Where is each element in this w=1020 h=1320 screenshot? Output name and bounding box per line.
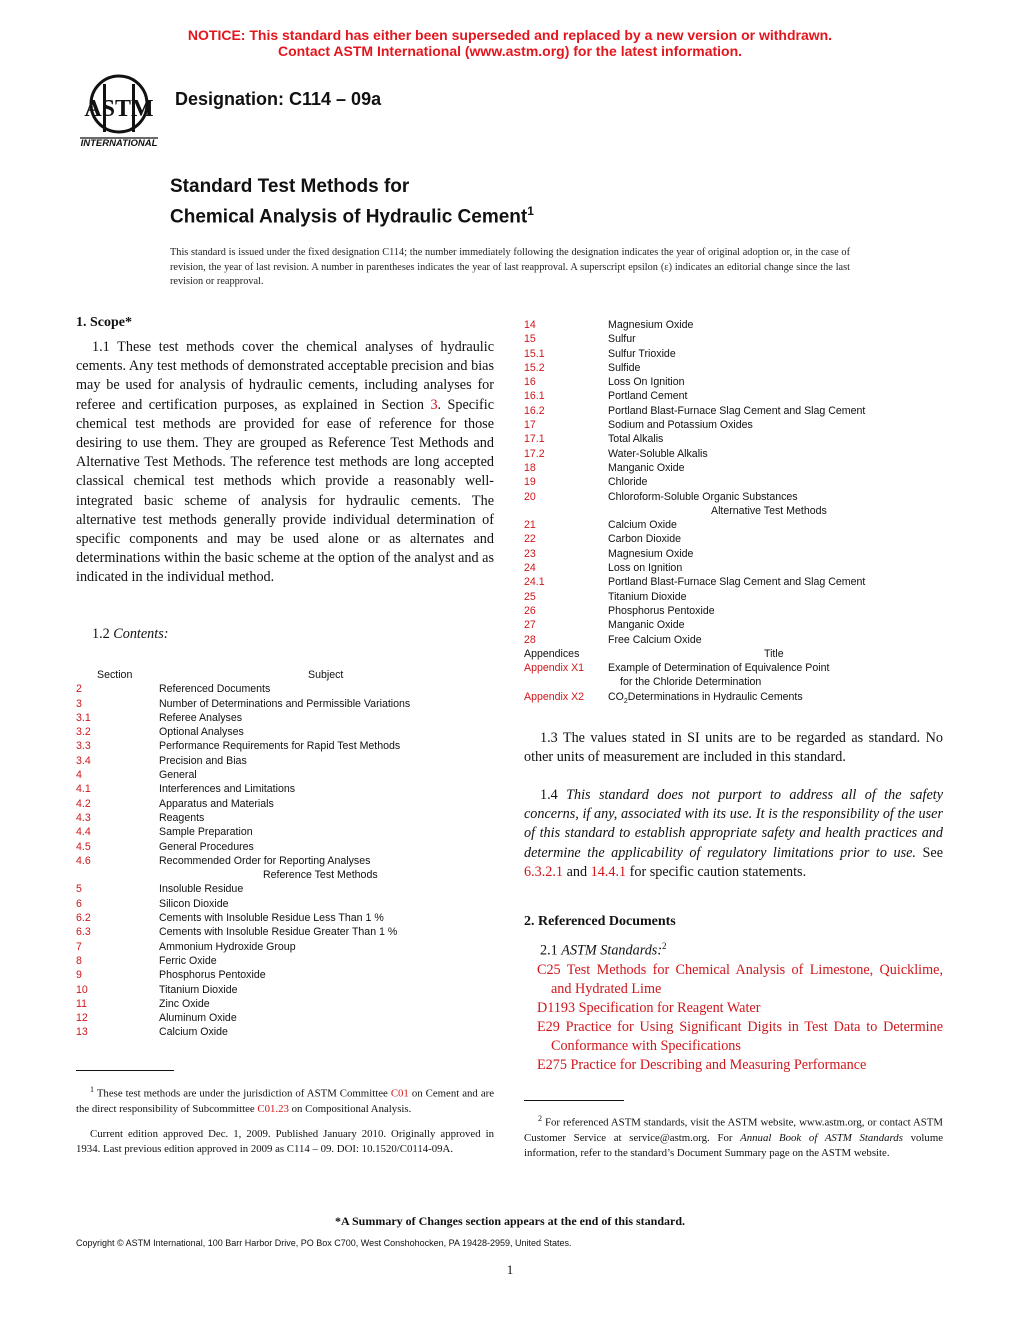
contents-row[interactable]	[524, 418, 944, 432]
contents-row[interactable]	[524, 590, 944, 604]
section-subject: Zinc Oxide	[159, 997, 210, 1010]
appendix-x1-row-2	[524, 675, 944, 689]
contents-rows-left	[76, 682, 496, 1039]
contents-row[interactable]	[524, 347, 944, 361]
section-subject: Portland Cement	[608, 390, 688, 403]
para-1-4-italic: This standard does not purport to address all of the safety concerns, if any, associated with its use. It is the responsibility of the user of this standard to establish appropriate safety and health practices and determine the applicability of regulatory limitations prior to use.	[524, 787, 943, 861]
section-number-link[interactable]: 27	[524, 619, 536, 632]
section-number-link[interactable]: 10	[76, 983, 88, 996]
section-subject: Free Calcium Oxide	[608, 633, 702, 646]
section-number-link[interactable]: 4.2	[76, 797, 91, 810]
reference-item[interactable]	[524, 1056, 943, 1075]
section-subject: Magnesium Oxide	[608, 547, 694, 560]
section-number-link[interactable]: 17	[524, 419, 536, 432]
section-subject: Magnesium Oxide	[608, 319, 694, 331]
section-subject: Total Alkalis	[608, 433, 664, 446]
section-subject: Sulfide	[608, 361, 641, 374]
contents-row[interactable]	[524, 432, 944, 446]
footnote-2-mark: 2	[538, 1114, 542, 1123]
para-2-1	[524, 937, 943, 961]
section-subject: Sodium and Potassium Oxides	[608, 419, 753, 432]
contents-row[interactable]	[76, 768, 496, 782]
section-number-link[interactable]: 9	[76, 969, 82, 982]
reference-title-link[interactable]: Practice for Describing and Measuring Performance	[566, 1056, 867, 1073]
footnote-1-text-b: on Cement and are the direct responsibility of Subcommittee	[76, 1087, 495, 1115]
contents-row[interactable]	[524, 518, 944, 532]
page-number: 1	[506, 1262, 514, 1277]
contents-rows-right	[524, 318, 944, 647]
contents-row[interactable]	[524, 361, 944, 375]
contents-table-right	[524, 318, 944, 704]
para-1-2	[92, 625, 168, 644]
footnote-1-text-a: These test methods are under the jurisdiction of ASTM Committee	[96, 1087, 388, 1100]
appendix-x1-title-2: for the Chloride Determination	[620, 676, 762, 689]
appendices-label: Appendices	[524, 647, 580, 660]
section-number-link[interactable]: 15	[524, 333, 536, 346]
section-number-link[interactable]: 4	[76, 769, 82, 782]
section-subject: Referee Analyses	[159, 711, 243, 724]
section-number-link[interactable]: 8	[76, 954, 82, 967]
contents-row[interactable]	[76, 1011, 496, 1025]
appendix-x2-row[interactable]	[524, 690, 944, 704]
section-subject: Apparatus and Materials	[159, 797, 274, 810]
section-subject: Number of Determinations and Permissible Variations	[159, 697, 411, 710]
reference-item[interactable]	[524, 961, 943, 999]
appendices-header	[524, 647, 944, 661]
contents-row[interactable]	[524, 404, 944, 418]
para-1-4-num: 1.4	[540, 787, 558, 803]
reference-title-link[interactable]: Test Methods for Chemical Analysis of Limestone, Quicklime, and Hydrated Lime	[551, 961, 943, 997]
designation: Designation: C114 – 09a	[175, 89, 382, 109]
footnote-1-text-c: on Compositional Analysis.	[291, 1102, 412, 1115]
contents-row[interactable]	[76, 754, 496, 768]
appendix-x1-row[interactable]	[524, 661, 944, 675]
section-number-link[interactable]: 28	[524, 633, 536, 646]
committee-c01-link[interactable]: C01	[390, 1087, 409, 1100]
group-heading-text: Reference Test Methods	[263, 869, 378, 882]
section-number-link[interactable]: 4.5	[76, 840, 91, 853]
notice-line-1: NOTICE: This standard has either been superseded and replaced by a new version or withdrawn.	[187, 27, 833, 43]
para-1-3: 1.3 The values stated in SI units are to be regarded as standard. No other units of measurement are included in this standard.	[524, 730, 943, 766]
contents-row[interactable]	[76, 725, 496, 739]
footnote-1-mark: 1	[90, 1085, 94, 1094]
appendix-x2-co: CO	[608, 690, 624, 703]
contents-row[interactable]	[76, 1025, 496, 1039]
section-subject: Aluminum Oxide	[159, 1012, 237, 1025]
contents-row[interactable]	[76, 968, 496, 982]
section-number-link[interactable]: 4.6	[76, 854, 91, 867]
title-footnote-mark: 1	[527, 204, 534, 218]
section-subject: Calcium Oxide	[159, 1026, 228, 1039]
section-number-link[interactable]: 24	[524, 562, 536, 575]
section-subject: Silicon Dioxide	[159, 897, 229, 910]
contents-row[interactable]	[524, 375, 944, 389]
subcommittee-c0123-link[interactable]: C01.23	[257, 1102, 289, 1115]
contents-row[interactable]	[76, 854, 496, 868]
summary-note: *A Summary of Changes section appears at the end of this standard.	[334, 1214, 686, 1228]
section-subject: General Procedures	[159, 840, 254, 853]
section-subject: Ferric Oxide	[159, 954, 217, 967]
para-1-1-text: 1.1 These test methods cover the chemical analyses of hydraulic cements. Any test methods of demonstrated acceptable precision and bias may be used for analysis of hydraulic cements, including analyses for referee and certification purposes, as explained in Section	[76, 339, 494, 413]
section-number-link[interactable]: 24.1	[524, 576, 545, 589]
superseded-notice	[0, 27, 1020, 59]
footnote-2-text-b: volume information, refer to the standard’s Document Summary page on the ASTM website.	[524, 1131, 944, 1159]
contents-row[interactable]	[76, 840, 496, 854]
title-line-1: Standard Test Methods for	[170, 176, 410, 197]
appendix-x2-text: Determinations in Hydraulic Cements	[627, 690, 803, 703]
section-subject: Portland Blast-Furnace Slag Cement and Slag Cement	[608, 576, 866, 589]
section-subject: Cements with Insoluble Residue Less Than 1 %	[159, 912, 384, 925]
section-number-link[interactable]: 4.4	[76, 826, 91, 839]
section-subject: Portland Blast-Furnace Slag Cement and Slag Cement	[608, 404, 866, 417]
section-subject: Interferences and Limitations	[159, 783, 296, 796]
section-number-link[interactable]: 20	[524, 490, 536, 503]
referenced-documents	[524, 937, 943, 1075]
section-number-link[interactable]: 6.2	[76, 912, 91, 925]
contents-row[interactable]	[76, 697, 496, 711]
astm-logo	[76, 72, 162, 152]
title-line-2-text: Chemical Analysis of Hydraulic Cement	[170, 206, 528, 228]
contents-row[interactable]	[76, 797, 496, 811]
section-number-link[interactable]: 22	[524, 533, 536, 546]
scope-heading: 1. Scope*	[76, 315, 132, 330]
contents-row[interactable]	[76, 940, 496, 954]
contents-row[interactable]	[524, 447, 944, 461]
section-subject: Chloride	[608, 476, 648, 489]
contents-row[interactable]	[524, 633, 944, 647]
section-subject: Sample Preparation	[159, 826, 253, 839]
contents-table-left	[76, 668, 496, 1040]
section-number-link[interactable]: 3	[76, 697, 82, 710]
footnote-2-italic: Annual Book of ASTM Standards	[740, 1131, 903, 1144]
section-number-link[interactable]: 4.3	[76, 811, 91, 824]
section-number-link[interactable]: 23	[524, 547, 536, 560]
section-subject: Water-Soluble Alkalis	[608, 447, 708, 460]
contents-row[interactable]	[76, 811, 496, 825]
col-section-header: Section	[97, 669, 133, 681]
section-subject: Performance Requirements for Rapid Test Methods	[159, 740, 401, 753]
contents-group-heading	[524, 504, 944, 518]
para-2-1-num: 2.1	[540, 942, 558, 959]
logo-text: ASTM	[84, 96, 154, 122]
section-number-link[interactable]: 4.1	[76, 783, 91, 796]
section-number-link[interactable]: 15.2	[524, 361, 545, 374]
section-subject: Cements with Insoluble Residue Greater Than 1 %	[159, 926, 398, 939]
section-number-link[interactable]: 16.2	[524, 404, 545, 417]
contents-row[interactable]	[76, 911, 496, 925]
copyright: Copyright © ASTM International, 100 Barr Harbor Drive, PO Box C700, West Conshohocken, PA 19428-2959, United States.	[76, 1238, 572, 1248]
footnote-2-mark-ref: 2	[662, 941, 667, 951]
reference-code-link[interactable]: C25	[537, 961, 561, 978]
appendix-x2-title	[608, 690, 803, 709]
col-subject-header: Subject	[308, 669, 344, 681]
section-subject: Precision and Bias	[159, 754, 247, 767]
section-6-3-2-1-link[interactable]: 6.3.2.1	[524, 863, 564, 880]
contents-row[interactable]	[524, 389, 944, 403]
contents-row[interactable]	[76, 997, 496, 1011]
section-number-link[interactable]: 25	[524, 590, 536, 603]
section-number-link[interactable]: 11	[76, 997, 87, 1010]
footnote-1	[76, 1082, 494, 1117]
section-3-link[interactable]: 3	[430, 396, 438, 413]
contents-row[interactable]	[524, 475, 944, 489]
section-number-link[interactable]: 3.4	[76, 754, 91, 767]
reference-title-link[interactable]: Practice for Using Significant Digits in Test Data to Determine Conformance with Specifications	[551, 1018, 943, 1054]
reference-item[interactable]	[524, 1018, 943, 1056]
section-subject: Phosphorus Pentoxide	[608, 604, 715, 617]
appendix-x2-sub: 2	[623, 697, 628, 705]
section-number-link[interactable]: 17.2	[524, 447, 545, 460]
title-line-2	[170, 199, 534, 229]
section-14-4-1-link[interactable]: 14.4.1	[590, 863, 627, 880]
contents-row[interactable]	[524, 547, 944, 561]
contents-row[interactable]	[76, 897, 496, 911]
section-number-link[interactable]: 26	[524, 604, 536, 617]
section-subject: Loss On Ignition	[608, 376, 685, 389]
contents-row[interactable]	[524, 461, 944, 475]
section-subject: Reagents	[159, 811, 205, 824]
appendices-title-header: Title	[764, 647, 784, 660]
section-subject: Titanium Dioxide	[608, 590, 687, 603]
contents-group-heading	[76, 868, 496, 882]
section-number-link[interactable]: 5	[76, 883, 82, 896]
section-number-link[interactable]: 13	[76, 1026, 88, 1039]
section-number-link[interactable]: 21	[524, 519, 536, 532]
reference-list	[524, 961, 943, 1075]
section-subject: Ammonium Hydroxide Group	[159, 940, 296, 953]
para-1-1	[76, 338, 494, 588]
section-number-link[interactable]: 16.1	[524, 390, 545, 403]
section-number-link[interactable]: 7	[76, 940, 82, 953]
section-subject: Sulfur	[608, 333, 636, 346]
section-subject: General	[159, 769, 197, 782]
appendix-x2-link[interactable]: Appendix X2	[524, 690, 585, 703]
group-heading-text: Alternative Test Methods	[711, 504, 827, 517]
contents-row[interactable]	[524, 532, 944, 546]
appendix-x1-link[interactable]: Appendix X1	[524, 662, 585, 675]
edition-note: Current edition approved Dec. 1, 2009. Published January 2010. Originally approved in 1934. Last previous edition approved in 2009 as C114 – 09. DOI: 10.1520/C0114-09A.	[76, 1128, 494, 1155]
section-number-link[interactable]: 3.1	[76, 711, 91, 724]
document-title	[170, 174, 534, 229]
section-number-link[interactable]: 15.1	[524, 347, 545, 360]
para-1-1-rest: . Specific chemical test methods are provided for ease of reference for those desiring to use them. They are grouped as Reference Test Methods and Alternative Test Methods. The reference test methods are long accepted classical chemical test methods which provide a reasonably well-integrated basic scheme of analysis for hydraulic cements. The alternative test methods generally provide individual determination of specific components and may be used alone or as alternates and determinations within the basic scheme at the option of the analyst and as indicated in the individual method.	[76, 396, 494, 586]
contents-row[interactable]	[76, 825, 496, 839]
contents-row[interactable]	[524, 332, 944, 346]
issued-note: This standard is issued under the fixed designation C114; the number immediately following the designation indicates the year of original adoption or, in the case of revision, the year of last revision. A number in parentheses indicates the year of last reapproval. A superscript epsilon (ε) indicates an editorial change since the last revision or reapproval.	[170, 247, 850, 287]
notice-line-2: Contact ASTM International (www.astm.org) for the latest information.	[277, 43, 743, 59]
para-1-2-num: 1.2	[92, 626, 110, 642]
section-subject: Recommended Order for Reporting Analyses	[159, 854, 371, 867]
refdocs-heading: 2. Referenced Documents	[524, 914, 676, 929]
contents-header	[76, 668, 496, 682]
contents-row[interactable]	[76, 925, 496, 939]
section-number-link[interactable]: 2	[76, 683, 82, 696]
section-number-link[interactable]: 12	[76, 1012, 88, 1025]
section-number-link[interactable]: 18	[524, 461, 536, 474]
section-number-link[interactable]: 6	[76, 897, 82, 910]
section-subject: Insoluble Residue	[159, 883, 244, 896]
reference-code-link[interactable]: D1193	[537, 999, 576, 1016]
para-1-4-and: and	[566, 863, 588, 880]
para-1-4	[524, 786, 943, 882]
contents-label: Contents:	[113, 626, 169, 642]
section-subject: Phosphorus Pentoxide	[159, 969, 266, 982]
section-subject: Manganic Oxide	[608, 461, 685, 474]
section-subject: Sulfur Trioxide	[608, 347, 676, 360]
appendix-x1-title: Example of Determination of Equivalence Point	[608, 662, 830, 675]
contents-row[interactable]	[524, 490, 944, 504]
contents-row[interactable]	[524, 575, 944, 589]
section-subject: Optional Analyses	[159, 726, 244, 739]
para-1-4-see: See	[922, 844, 944, 861]
section-number-link[interactable]: 3.3	[76, 740, 91, 753]
section-subject: Loss on Ignition	[608, 562, 683, 575]
section-subject: Carbon Dioxide	[608, 533, 682, 546]
contents-row[interactable]	[76, 782, 496, 796]
section-number-link[interactable]: 6.3	[76, 926, 91, 939]
section-number-link[interactable]: 17.1	[524, 433, 545, 446]
section-number-link[interactable]: 16	[524, 376, 536, 389]
footnote-2	[524, 1111, 943, 1161]
section-number-link[interactable]: 19	[524, 476, 536, 489]
section-subject: Chloroform-Soluble Organic Substances	[608, 490, 798, 503]
section-subject: Referenced Documents	[159, 683, 271, 696]
reference-item[interactable]	[524, 999, 943, 1018]
section-subject: Manganic Oxide	[608, 619, 685, 632]
astm-standards-label: ASTM Standards:	[561, 942, 663, 959]
reference-code-link[interactable]: E29	[537, 1018, 560, 1035]
contents-row[interactable]	[524, 604, 944, 618]
section-subject: Calcium Oxide	[608, 519, 677, 532]
contents-row[interactable]	[524, 561, 944, 575]
reference-code-link[interactable]: E275	[537, 1056, 567, 1073]
section-number-link[interactable]: 14	[524, 319, 536, 331]
contents-row[interactable]	[76, 711, 496, 725]
reference-title-link[interactable]: Specification for Reagent Water	[575, 999, 761, 1016]
contents-row[interactable]	[524, 618, 944, 632]
para-1-4-end: for specific caution statements.	[629, 863, 807, 880]
contents-row[interactable]	[76, 954, 496, 968]
contents-row[interactable]	[76, 882, 496, 896]
footnote-rule-right	[524, 1100, 624, 1101]
contents-row[interactable]	[76, 739, 496, 753]
contents-row[interactable]	[76, 682, 496, 696]
footnote-rule-left	[76, 1070, 174, 1071]
logo-subtext: INTERNATIONAL	[80, 138, 158, 149]
contents-row[interactable]	[524, 318, 944, 332]
contents-row[interactable]	[76, 983, 496, 997]
section-number-link[interactable]: 3.2	[76, 726, 91, 739]
footnote-2-text-a: For referenced ASTM standards, visit the ASTM website, www.astm.org, or contact ASTM Customer Service at service@astm.org. For	[524, 1116, 943, 1144]
section-subject: Titanium Dioxide	[159, 983, 238, 996]
